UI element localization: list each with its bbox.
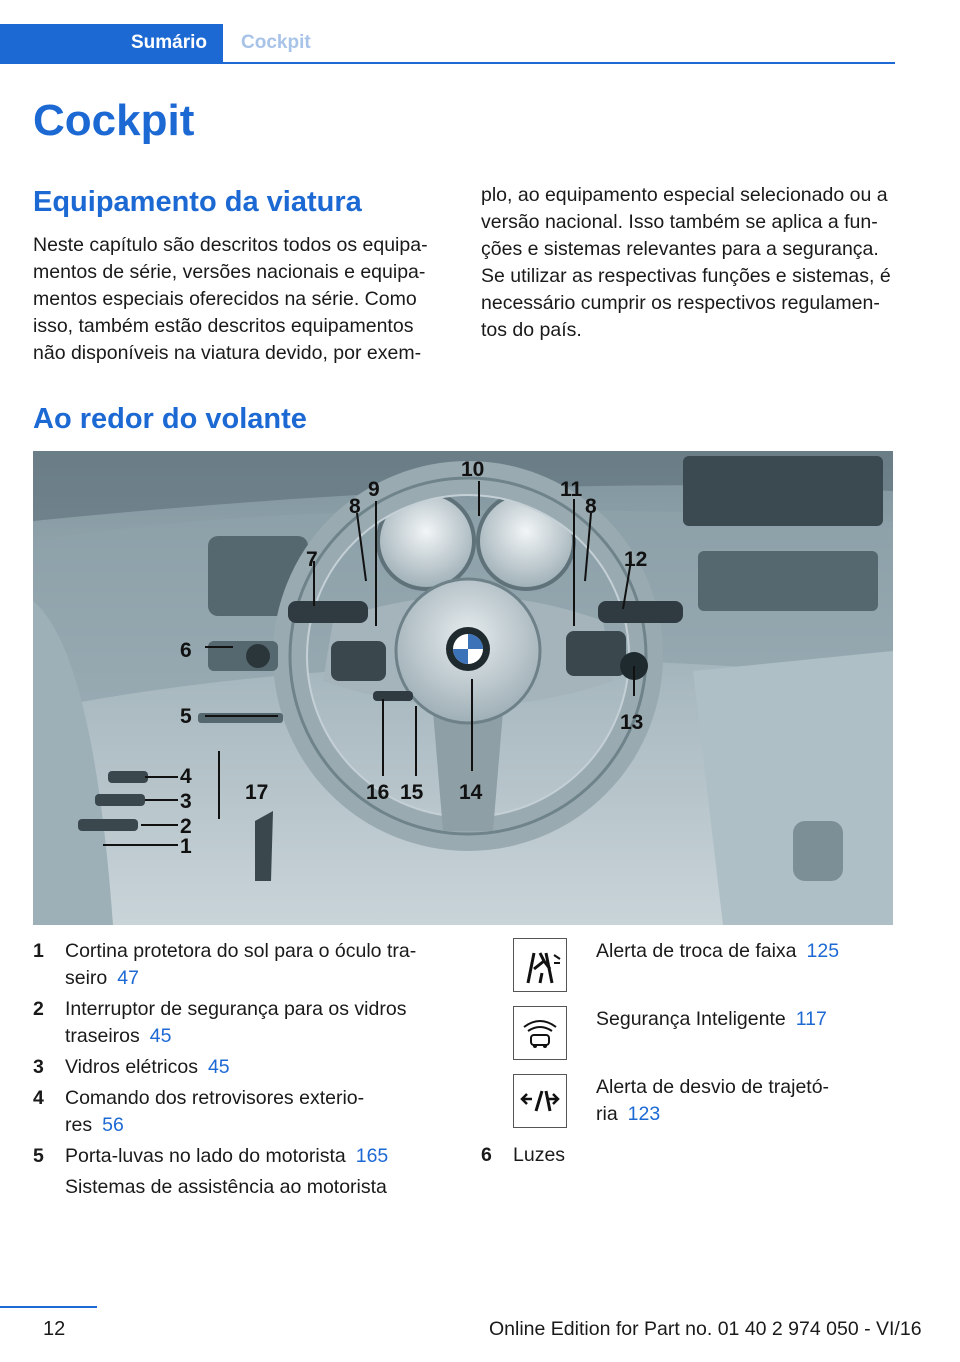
item-text: Vidros elétricos — [65, 1056, 198, 1078]
legend-left — [33, 938, 443, 1201]
icon-list-item — [513, 938, 891, 996]
item-number: 3 — [33, 1056, 44, 1078]
callout-4: 4 — [180, 765, 192, 788]
intro-column-1 — [33, 232, 453, 367]
tab-bar — [0, 24, 895, 64]
section-heading-volante: Ao redor do volante — [33, 403, 307, 435]
text-line: mentos de série, versões nacionais e equipa‐ — [33, 261, 426, 283]
icon-list-item — [513, 1074, 891, 1132]
footer-rule — [0, 1306, 97, 1308]
callout-10: 10 — [461, 458, 485, 481]
list-item — [33, 938, 443, 992]
item-text: ria — [596, 1103, 618, 1125]
item-number: 2 — [33, 998, 44, 1020]
list-item — [33, 1085, 443, 1139]
callout-8-left: 8 — [349, 495, 361, 518]
item-number: 6 — [481, 1144, 492, 1166]
item-text: res — [65, 1114, 93, 1136]
page-link[interactable]: 47 — [117, 967, 139, 989]
text-line: ções e sistemas relevantes para a segurança. — [481, 238, 879, 260]
cockpit-illustration — [33, 451, 893, 925]
list-item — [33, 1143, 443, 1170]
lane-change-warning-icon — [513, 938, 567, 992]
callout-17: 17 — [245, 781, 269, 804]
page-title: Cockpit — [33, 96, 195, 145]
item-text: Cortina protetora do sol para o óculo tra‐ — [65, 940, 417, 962]
text-line: Neste capítulo são descritos todos os equipa‐ — [33, 234, 428, 256]
callout-2: 2 — [180, 815, 192, 838]
item-text: Comando dos retrovisores exterio‐ — [65, 1087, 365, 1109]
intro-column-2 — [481, 182, 901, 344]
item-text: Porta-luvas no lado do motorista — [65, 1145, 346, 1167]
text-line: não disponíveis na viatura devido, por exem‐ — [33, 342, 422, 364]
callout-7: 7 — [306, 548, 318, 571]
item-number: 1 — [33, 940, 44, 962]
item-text: Interruptor de segurança para os vidros — [65, 998, 407, 1020]
item-text: Alerta de troca de faixa — [596, 940, 797, 962]
text-line: plo, ao equipamento especial selecionado ou a — [481, 184, 888, 206]
callout-1: 1 — [180, 835, 192, 858]
text-line: mentos especiais oferecidos na série. Como — [33, 288, 417, 310]
item-number: 5 — [33, 1145, 44, 1167]
text-line: necessário cumprir os respectivos regulamen‐ — [481, 292, 880, 314]
callout-12: 12 — [624, 548, 648, 571]
list-item — [481, 1142, 891, 1169]
page-link[interactable]: 45 — [149, 1025, 172, 1047]
item-text: Luzes — [513, 1144, 566, 1166]
list-item — [33, 996, 443, 1050]
text-line: Se utilizar as respectivas funções e sistemas, é — [481, 265, 891, 287]
item-text: Segurança Inteligente — [596, 1008, 786, 1030]
page-link[interactable]: 125 — [806, 940, 840, 962]
icon-list-item — [513, 1006, 891, 1064]
list-item — [33, 1054, 443, 1081]
page-link[interactable]: 45 — [207, 1056, 230, 1078]
callout-14: 14 — [459, 781, 483, 804]
callout-11: 11 — [560, 478, 583, 501]
item-text: traseiros — [65, 1025, 140, 1047]
callout-13: 13 — [620, 711, 644, 734]
tab-sumario[interactable]: Sumário — [0, 24, 223, 62]
callout-5: 5 — [180, 705, 192, 728]
page-number: 12 — [43, 1318, 66, 1340]
page-link[interactable]: 123 — [627, 1103, 661, 1125]
page-link[interactable]: 165 — [355, 1145, 389, 1167]
item-number: 4 — [33, 1087, 44, 1109]
page-link[interactable]: 117 — [795, 1008, 827, 1030]
item-text: Alerta de desvio de trajetó‐ — [596, 1076, 830, 1098]
callout-6: 6 — [180, 639, 192, 662]
legend-right — [481, 938, 891, 1173]
callout-15: 15 — [400, 781, 424, 804]
text-line: tos do país. — [481, 319, 582, 341]
lane-departure-warning-icon — [513, 1074, 567, 1128]
sub-heading-assist: Sistemas de assistência ao motorista — [65, 1176, 387, 1198]
intelligent-safety-icon — [513, 1006, 567, 1060]
callout-3: 3 — [180, 790, 192, 813]
section-heading-equipamento: Equipamento da viatura — [33, 186, 362, 218]
text-line: isso, também estão descritos equipamentos — [33, 315, 414, 337]
page-link[interactable]: 56 — [102, 1114, 124, 1136]
callout-16: 16 — [366, 781, 390, 804]
callout-9: 9 — [368, 478, 380, 501]
text-line: versão nacional. Isso também se aplica a fun‐ — [481, 211, 878, 233]
callout-8-right: 8 — [585, 495, 597, 518]
item-text: seiro — [65, 967, 108, 989]
tab-cockpit[interactable]: Cockpit — [241, 32, 311, 53]
edition-note: Online Edition for Part no. 01 40 2 974 050 - VI/16 — [489, 1318, 922, 1340]
